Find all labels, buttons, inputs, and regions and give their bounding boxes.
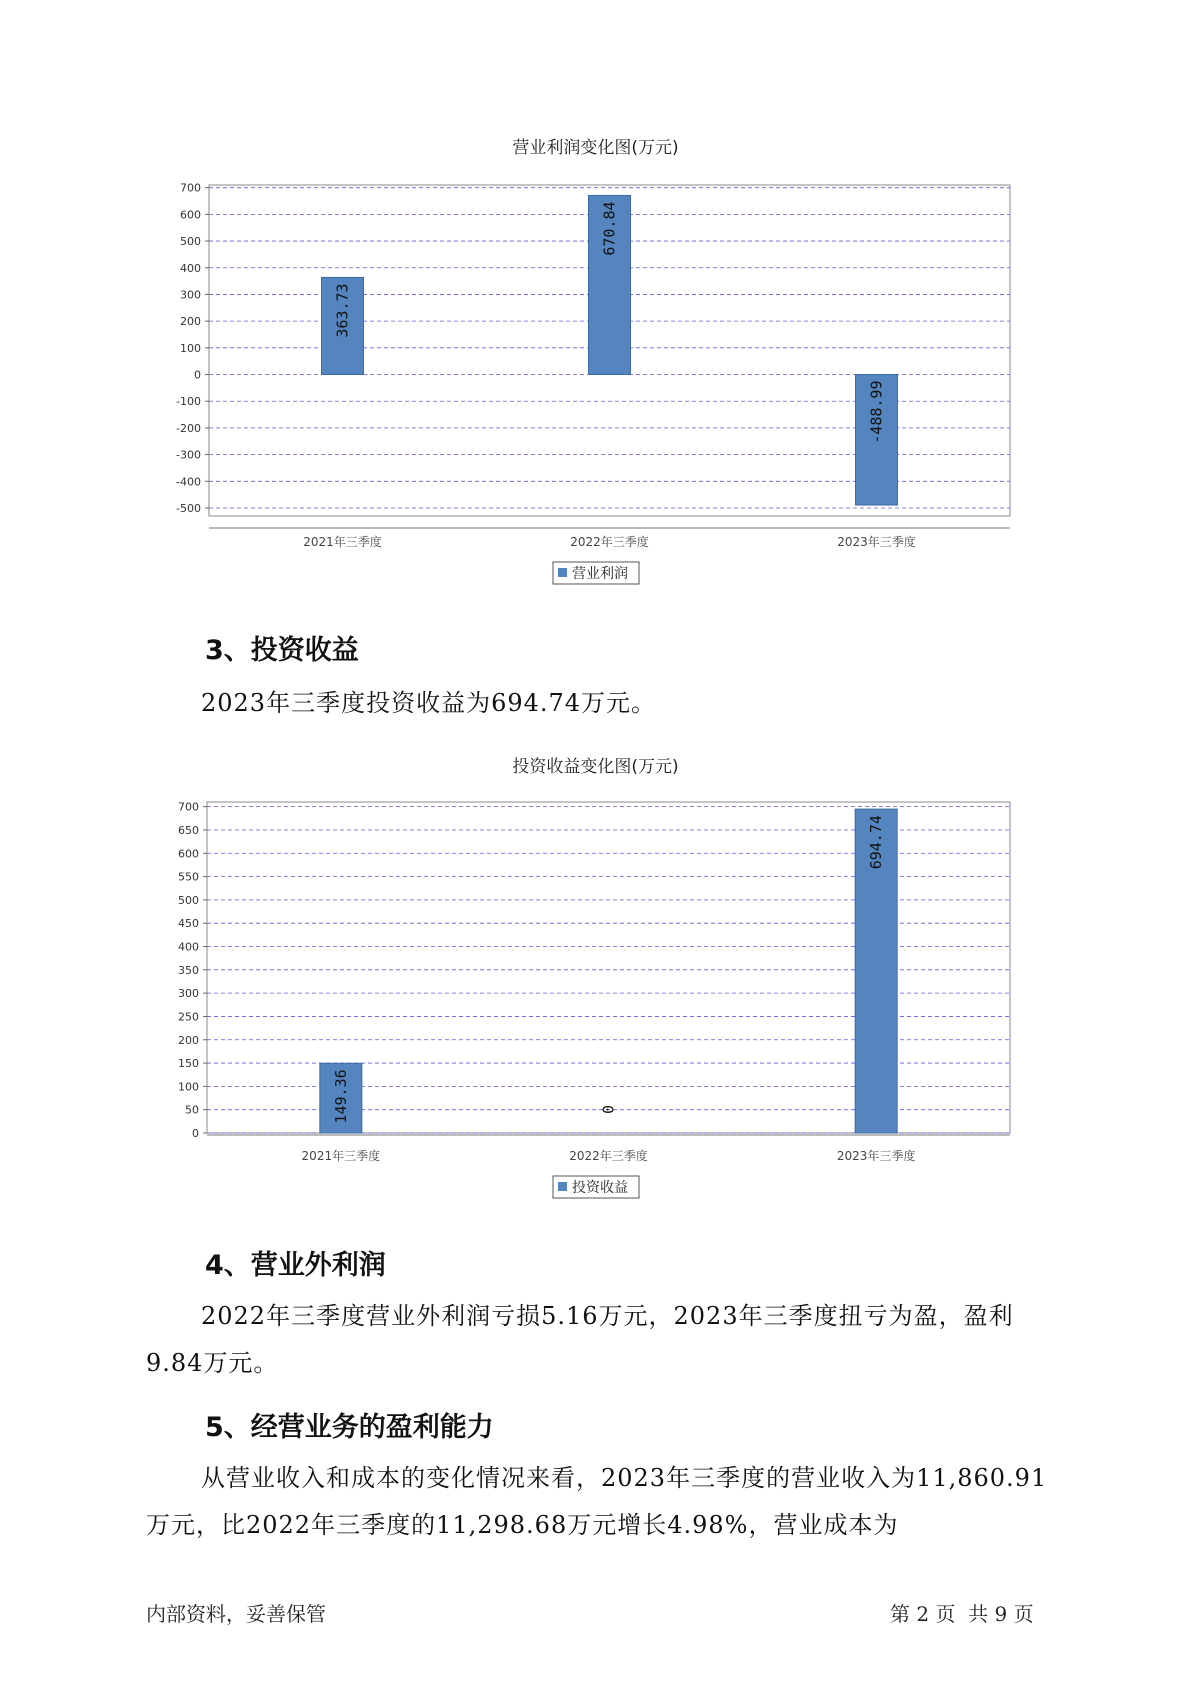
y-tick-label: 600 [180, 208, 201, 222]
x-category-label: 2022年三季度 [570, 535, 649, 549]
section-4-text: 2022年三季度营业外利润亏损5.16万元，2023年三季度扭亏为盈，盈利9.84万元。 [146, 1302, 1014, 1377]
y-tick-label: 300 [178, 987, 199, 1001]
y-tick-label: 500 [178, 893, 199, 907]
y-tick-label: 0 [194, 368, 201, 382]
legend-label: 营业利润 [572, 566, 628, 582]
chart2-title: 投资收益变化图(万元) [512, 757, 679, 777]
y-tick-label: 700 [178, 800, 199, 814]
y-tick-label: 0 [192, 1127, 199, 1140]
x-category-label: 2022年三季度 [569, 1149, 648, 1163]
y-tick-label: -400 [176, 475, 201, 489]
y-tick-label: -300 [176, 448, 201, 462]
y-tick-label: -100 [176, 395, 201, 409]
x-category-label: 2023年三季度 [837, 535, 916, 549]
y-tick-label: 450 [178, 917, 199, 931]
y-tick-label: 600 [178, 847, 199, 861]
y-tick-label: -200 [176, 421, 201, 435]
y-tick-label: 150 [178, 1057, 199, 1071]
legend-swatch [558, 568, 567, 577]
investment-income-chart [0, 780, 1191, 1220]
operating-profit-chart [0, 160, 1191, 590]
bar-data-label: 694.74 [867, 815, 886, 870]
section-5-heading: 5、经营业务的盈利能力 [205, 1412, 494, 1443]
y-tick-label: -500 [176, 501, 201, 515]
legend-swatch [558, 1182, 567, 1191]
y-tick-label: 550 [178, 870, 199, 884]
chart-legend [553, 1176, 639, 1198]
section-3-text: 2023年三季度投资收益为694.74万元。 [201, 689, 657, 717]
y-tick-label: 50 [185, 1103, 199, 1117]
chart1-title: 营业利润变化图(万元) [512, 138, 679, 158]
y-tick-label: 300 [180, 288, 201, 302]
section-3-heading: 3、投资收益 [205, 635, 359, 666]
bar-data-label: 0 [599, 1105, 618, 1115]
y-tick-label: 700 [180, 181, 201, 195]
y-tick-label: 200 [178, 1033, 199, 1047]
y-tick-label: 650 [178, 823, 199, 837]
y-tick-label: 250 [178, 1010, 199, 1024]
footer-page-number: 第 2 页 共 9 页 [890, 1602, 1034, 1626]
legend-label: 投资收益 [572, 1180, 628, 1196]
bar-data-label: 670.84 [600, 201, 619, 256]
x-category-label: 2021年三季度 [301, 1149, 381, 1163]
y-tick-label: 350 [178, 963, 199, 977]
footer-confidential: 内部资料，妥善保管 [146, 1602, 326, 1626]
bar-data-label: -488.99 [867, 380, 886, 444]
x-category-label: 2023年三季度 [836, 1149, 916, 1163]
x-category-label: 2021年三季度 [303, 535, 382, 549]
y-tick-label: 400 [178, 940, 199, 954]
y-tick-label: 100 [180, 341, 201, 355]
chart-legend [553, 562, 639, 584]
y-tick-label: 200 [180, 315, 201, 329]
section-5-text: 从营业收入和成本的变化情况来看，2023年三季度的营业收入为11,860.91万元，比2022年三季度的11,298.68万元增长4.98%，营业成本为 [146, 1464, 1048, 1539]
section-4-heading: 4、营业外利润 [205, 1250, 386, 1281]
bar-data-label: 149.36 [331, 1069, 350, 1124]
y-tick-label: 100 [178, 1080, 199, 1094]
y-tick-label: 400 [180, 261, 201, 275]
bar-data-label: 363.73 [333, 283, 352, 338]
y-tick-label: 500 [180, 235, 201, 249]
